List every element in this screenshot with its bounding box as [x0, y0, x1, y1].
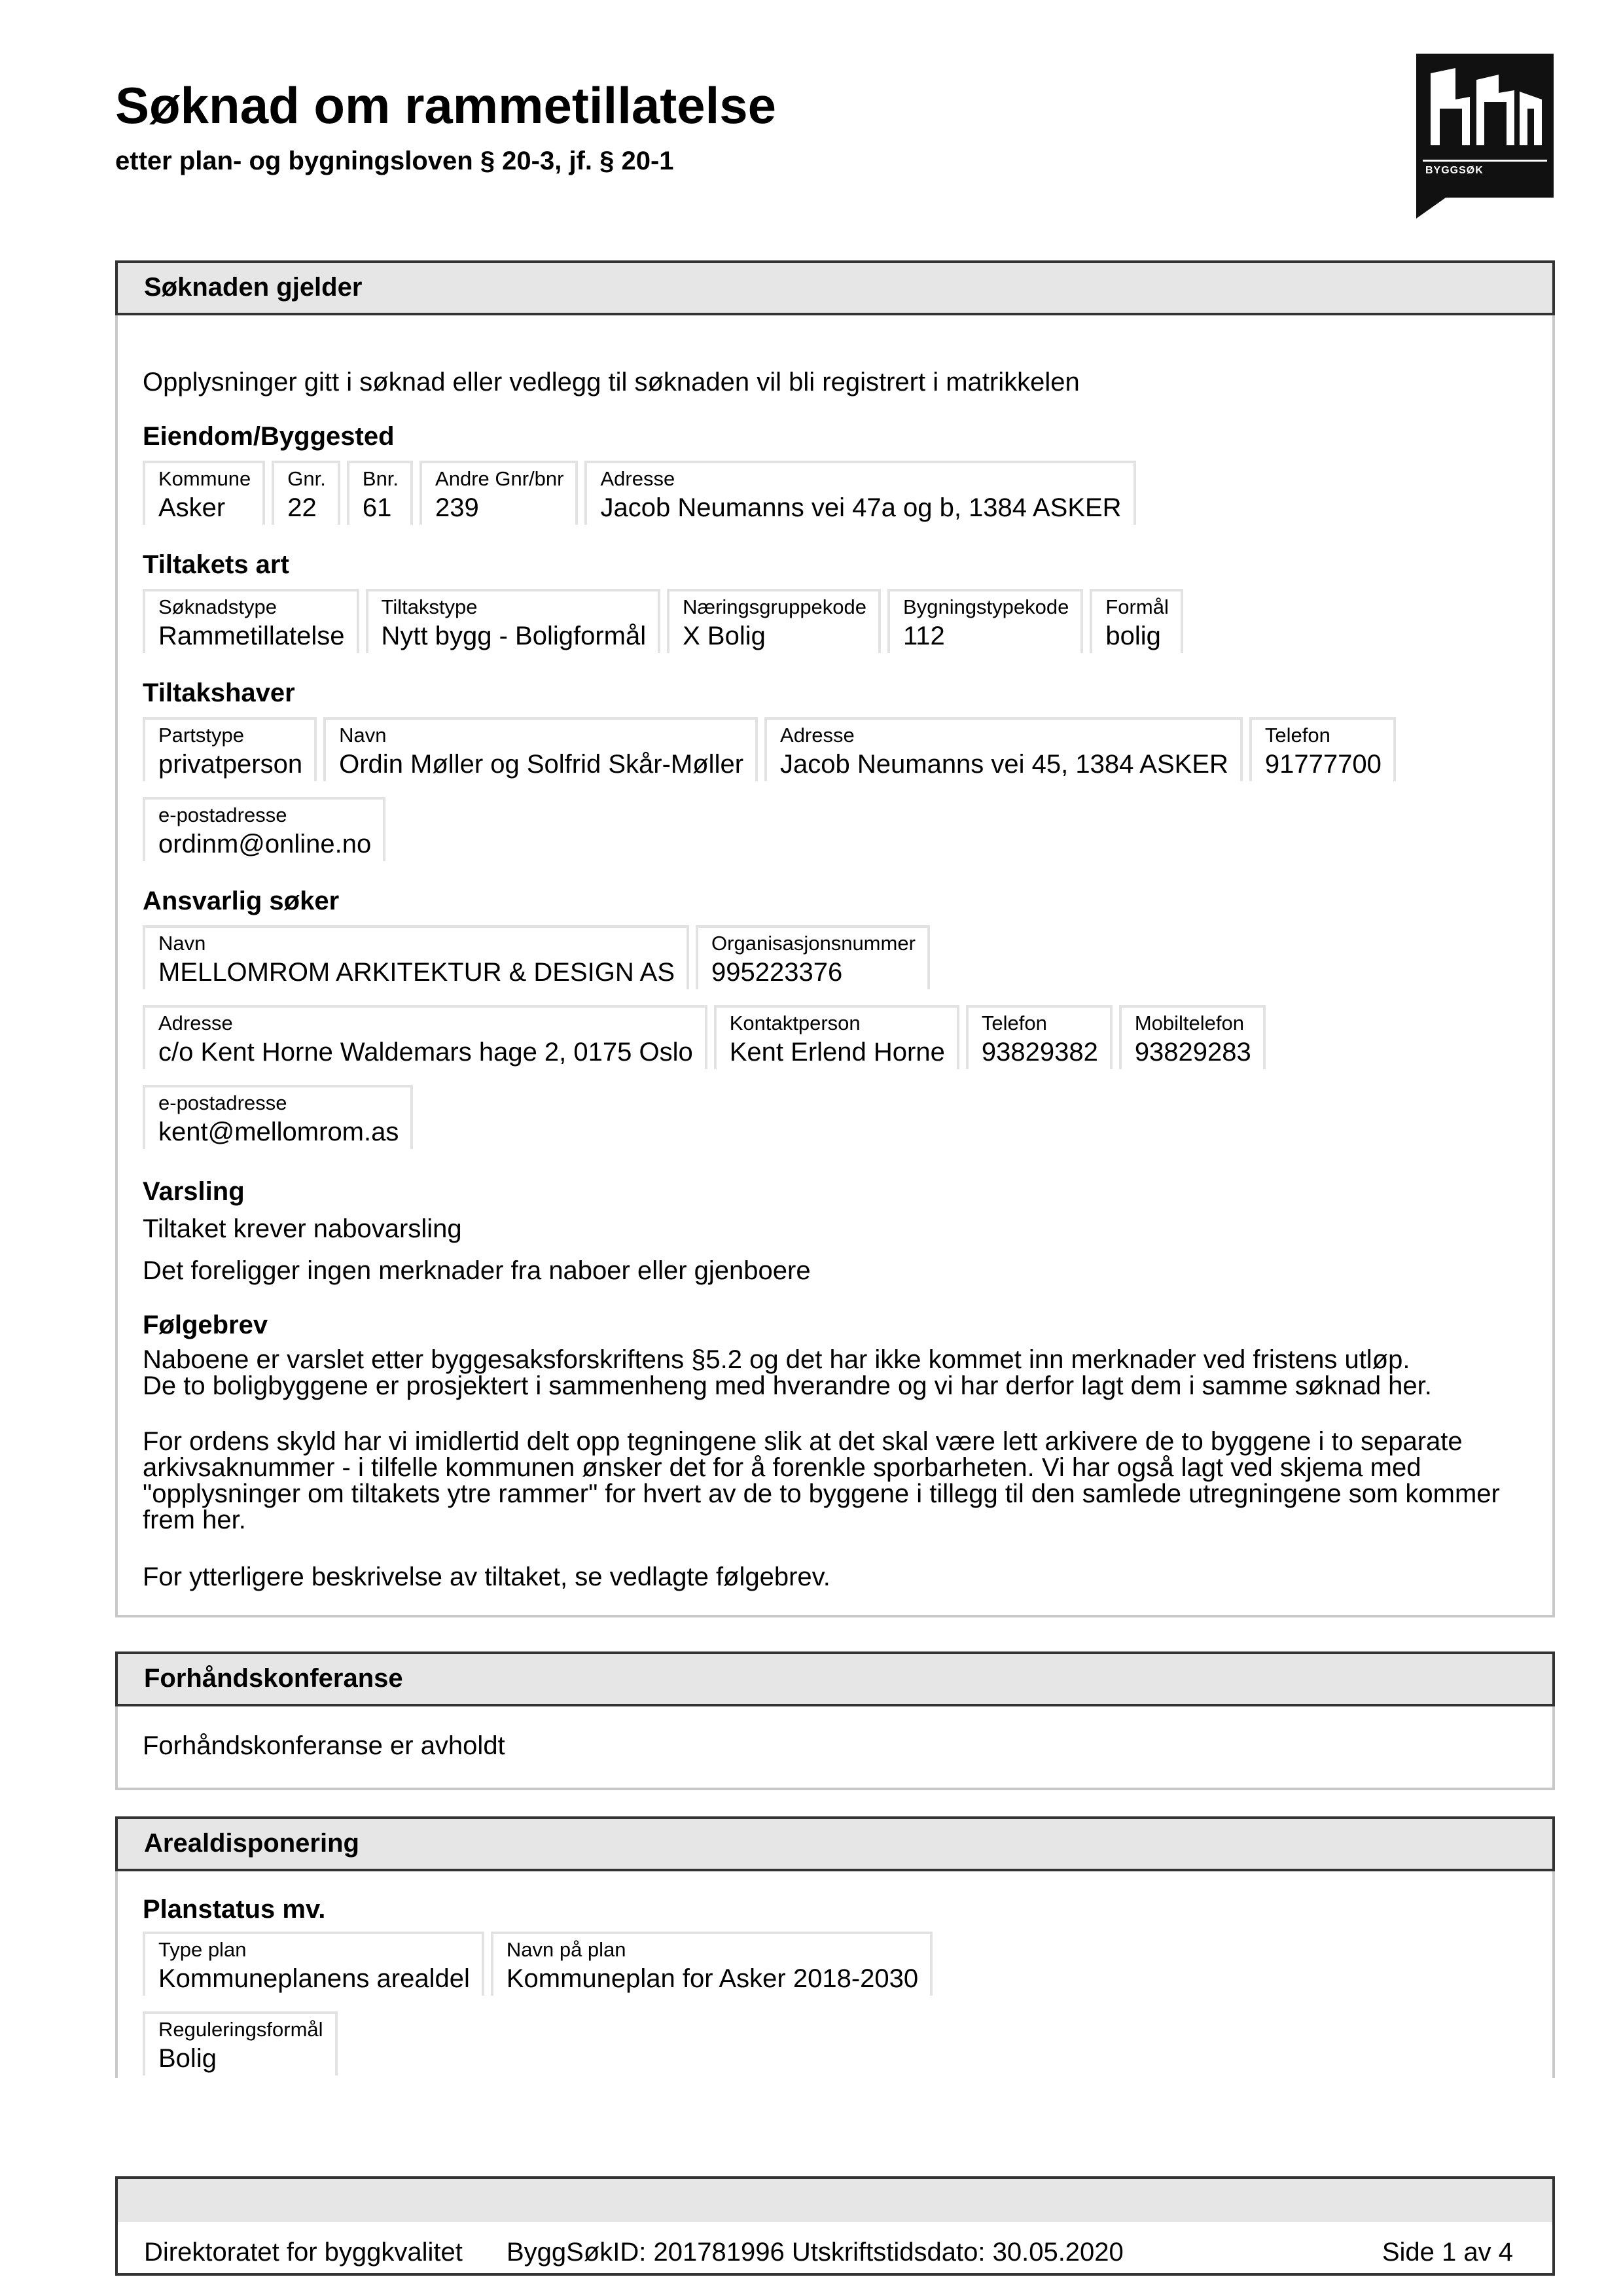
tiltakshaver-epost-field [143, 797, 385, 861]
ansvarlig-telefon-label: Telefon [981, 1012, 1047, 1034]
kommune-label: Kommune [158, 467, 251, 490]
folgebrev-paragraph-3: For ytterligere beskrivelse av tiltaket, se vedlagte følgebrev. [143, 1563, 830, 1591]
ansvarlig-navn-field [143, 925, 689, 989]
tiltakshaver-fields [143, 717, 1396, 781]
tiltakstype-field [366, 589, 661, 653]
byggsok-logo [1416, 54, 1554, 198]
bnr-field [347, 461, 413, 525]
tiltakshaver-navn-label: Navn [339, 724, 387, 747]
ansvarlig-epost-field [143, 1085, 413, 1149]
page-footer [115, 2176, 1555, 2276]
eiendom-fields [143, 461, 1136, 525]
reguleringsformal-label: Reguleringsformål [158, 2018, 323, 2041]
partstype-label: Partstype [158, 724, 244, 747]
plan-fields [143, 1932, 933, 1996]
eiendom-adresse-field [584, 461, 1135, 525]
footer-org: Direktoratet for byggkvalitet [144, 2238, 463, 2267]
tiltakshaver-telefon-label: Telefon [1264, 724, 1330, 747]
footer-bar [118, 2179, 1552, 2222]
naeringsgruppe-value: X Bolig [683, 622, 766, 650]
bygningstype-value: 112 [903, 622, 945, 650]
page-title: Søknad om rammetillatelse [115, 77, 777, 134]
ansvarlig-adresse-field [143, 1005, 707, 1069]
ansvarlig-heading: Ansvarlig søker [143, 887, 340, 915]
tiltakstype-value: Nytt bygg - Boligformål [381, 622, 647, 650]
tiltakstype-label: Tiltakstype [381, 595, 478, 618]
folgebrev-paragraph-1: Naboene er varslet etter byggesaksforskriftens §5.2 og det har ikke kommet inn merknader ved fristens utløp. De to boligbyggene er prosjektert i sammenheng med hverandre og vi har derfor lagt dem i samme søknad her. [143, 1345, 1432, 1400]
soknadstype-label: Søknadstype [158, 595, 277, 618]
gnr-value: 22 [287, 493, 317, 522]
andre-gnr-value: 239 [435, 493, 479, 522]
andre-gnr-label: Andre Gnr/bnr [435, 467, 564, 490]
orgnr-label: Organisasjonsnummer [711, 932, 916, 955]
reguleringsformal-value: Bolig [158, 2044, 217, 2073]
soknadstype-value: Rammetillatelse [158, 622, 345, 650]
bygningstype-label: Bygningstypekode [903, 595, 1069, 618]
forhand-text: Forhåndskonferanse er avholdt [143, 1731, 505, 1760]
tiltakshaver-telefon-value: 91777700 [1264, 750, 1382, 779]
eiendom-adresse-label: Adresse [600, 467, 675, 490]
footer-id: ByggSøkID: 201781996 Utskriftstidsdato: 30.05.2020 [507, 2238, 1124, 2267]
varsling-line2: Det foreligger ingen merknader fra naboer eller gjenboere [143, 1256, 811, 1285]
gnr-label: Gnr. [287, 467, 326, 490]
mobiltelefon-field [1119, 1005, 1266, 1069]
tiltak-heading: Tiltakets art [143, 550, 289, 579]
kommune-value: Asker [158, 493, 226, 522]
forhand-heading: Forhåndskonferanse [115, 1651, 1555, 1706]
tiltakshaver-adresse-field [764, 717, 1243, 781]
folgebrev-paragraph-2: For ordens skyld har vi imidlertid delt opp tegningene slik at det skal være lett arkivere de to byggene i to separate arkivsaknummer - i tilfelle kommunen ønsker det for å forenkle sporbarheten. Vi har også lagt ved skjema med "opplysninger om tiltakets ytre rammer" for hvert av de to byggene i tillegg til den samlede utregningene som kommer frem her. [143, 1427, 1500, 1534]
ansvarlig-adresse-label: Adresse [158, 1012, 233, 1034]
formal-field [1090, 589, 1183, 653]
kommune-field [143, 461, 265, 525]
tiltakshaver-telefon-field [1249, 717, 1396, 781]
kontaktperson-field [714, 1005, 959, 1069]
gnr-field [272, 461, 340, 525]
ansvarlig-fields-1 [143, 925, 930, 989]
soknadstype-field [143, 589, 359, 653]
formal-label: Formål [1105, 595, 1169, 618]
varsling-heading: Varsling [143, 1177, 245, 1206]
kontaktperson-value: Kent Erlend Horne [729, 1038, 945, 1067]
tiltakshaver-adresse-label: Adresse [780, 724, 855, 747]
tiltak-fields [143, 589, 1183, 653]
ansvarlig-navn-value: MELLOMROM ARKITEKTUR & DESIGN AS [158, 958, 675, 987]
andre-gnr-field [419, 461, 578, 525]
soknaden-heading: Søknaden gjelder [115, 260, 1555, 315]
ansvarlig-adresse-value: c/o Kent Horne Waldemars hage 2, 0175 Oslo [158, 1038, 693, 1067]
page-subtitle: etter plan- og bygningsloven § 20-3, jf. § 20-1 [115, 147, 674, 175]
ansvarlig-epost-fields [143, 1085, 413, 1149]
ansvarlig-navn-label: Navn [158, 932, 206, 955]
varsling-line1: Tiltaket krever nabovarsling [143, 1214, 462, 1243]
tiltakshaver-navn-field [323, 717, 758, 781]
tiltakshaver-navn-value: Ordin Møller og Solfrid Skår-Møller [339, 750, 744, 779]
ansvarlig-epost-value: kent@mellomrom.as [158, 1118, 399, 1146]
bnr-label: Bnr. [362, 467, 399, 490]
tiltakshaver-adresse-value: Jacob Neumanns vei 45, 1384 ASKER [780, 750, 1228, 779]
kontaktperson-label: Kontaktperson [729, 1012, 861, 1034]
bygningstype-field [887, 589, 1083, 653]
areal-heading: Arealdisponering [115, 1816, 1555, 1871]
formal-value: bolig [1105, 622, 1161, 650]
navn-plan-field [491, 1932, 933, 1996]
ansvarlig-fields-2 [143, 1005, 1266, 1069]
orgnr-field [696, 925, 930, 989]
logo-rule [1423, 160, 1547, 162]
ansvarlig-telefon-field [966, 1005, 1113, 1069]
folgebrev-heading: Følgebrev [143, 1311, 268, 1339]
planstatus-heading: Planstatus mv. [143, 1895, 326, 1924]
mobiltelefon-value: 93829283 [1134, 1038, 1251, 1067]
tiltakshaver-epost-fields [143, 797, 385, 861]
eiendom-adresse-value: Jacob Neumanns vei 47a og b, 1384 ASKER [600, 493, 1122, 522]
mobiltelefon-label: Mobiltelefon [1134, 1012, 1244, 1034]
tiltakshaver-epost-value: ordinm@online.no [158, 830, 372, 858]
partstype-value: privatperson [158, 750, 303, 779]
logo-tail [1416, 196, 1448, 219]
ansvarlig-telefon-value: 93829382 [981, 1038, 1098, 1067]
naeringsgruppe-label: Næringsgruppekode [683, 595, 867, 618]
eiendom-heading: Eiendom/Byggested [143, 422, 395, 451]
logo-mark-icon [1416, 54, 1554, 158]
orgnr-value: 995223376 [711, 958, 843, 987]
regulering-fields [143, 2011, 338, 2075]
partstype-field [143, 717, 317, 781]
ansvarlig-epost-label: e-postadresse [158, 1091, 287, 1114]
reguleringsformal-field [143, 2011, 338, 2075]
bnr-value: 61 [362, 493, 392, 522]
type-plan-value: Kommuneplanens arealdel [158, 1964, 470, 1993]
intro-text: Opplysninger gitt i søknad eller vedlegg til søknaden vil bli registrert i matrikkelen [143, 368, 1080, 397]
type-plan-label: Type plan [158, 1938, 247, 1961]
navn-plan-value: Kommuneplan for Asker 2018-2030 [506, 1964, 919, 1993]
logo-text: BYGGSØK [1425, 165, 1484, 176]
footer-page: Side 1 av 4 [1382, 2238, 1513, 2267]
type-plan-field [143, 1932, 484, 1996]
tiltakshaver-epost-label: e-postadresse [158, 804, 287, 826]
naeringsgruppe-field [667, 589, 881, 653]
navn-plan-label: Navn på plan [506, 1938, 626, 1961]
tiltakshaver-heading: Tiltakshaver [143, 679, 295, 707]
